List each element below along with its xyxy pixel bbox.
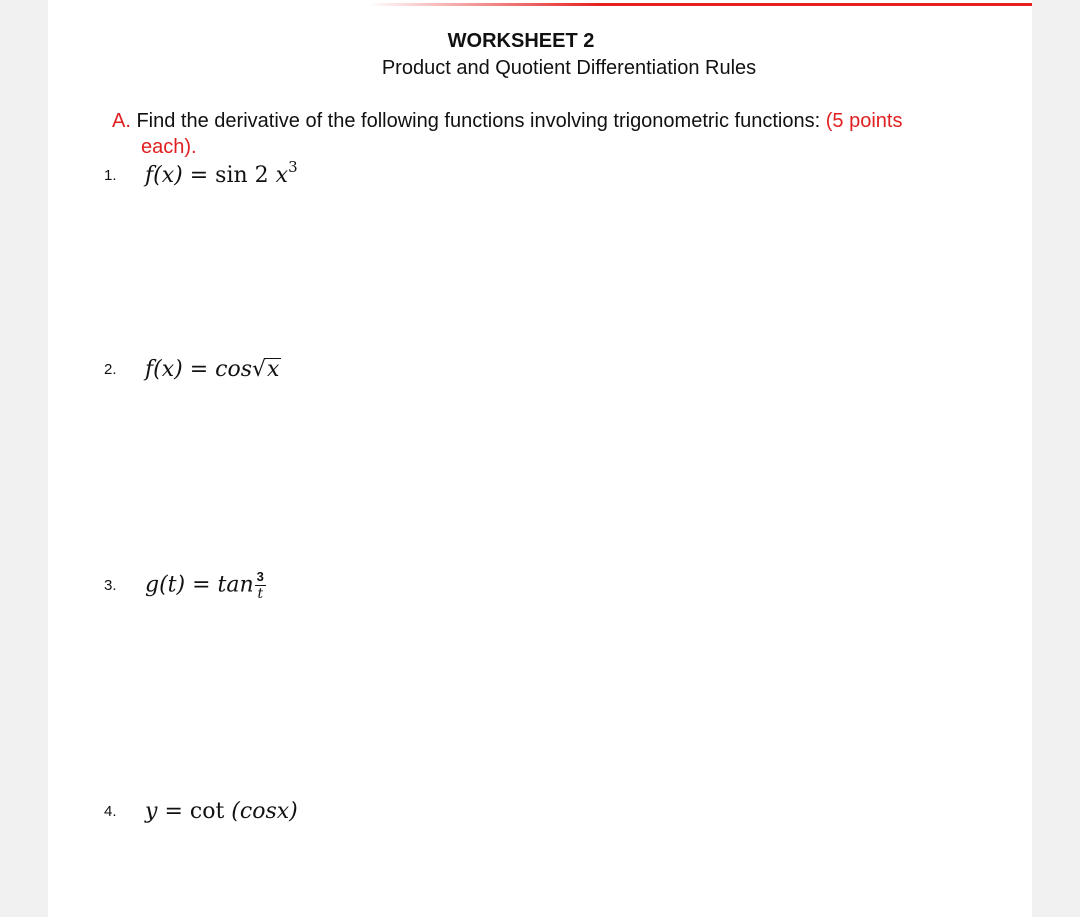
section-label: A. — [112, 110, 131, 132]
fraction-numerator: 3 — [256, 569, 264, 584]
square-root — [252, 357, 281, 382]
exponent: 3 — [288, 157, 298, 176]
fraction-denominator: t — [257, 586, 264, 602]
function-argument: (cosx) — [231, 798, 298, 824]
function-name: cos — [215, 356, 253, 382]
instruction-text: Find the derivative of the following functions involving trigonometric functions: — [136, 110, 821, 132]
equals-sign: = — [164, 798, 183, 824]
instruction-line — [112, 108, 952, 160]
red-header-rule — [368, 3, 1032, 6]
equals-sign: = — [192, 572, 211, 598]
problem-expression — [145, 799, 298, 824]
function-name: cot — [189, 798, 225, 824]
problem-1 — [104, 157, 298, 188]
worksheet-subtitle: Product and Quotient Differentiation Rules — [381, 57, 757, 79]
problem-expression — [145, 570, 266, 601]
function-name: tan — [217, 572, 254, 598]
problem-number: 1. — [104, 166, 117, 184]
worksheet-title: WORKSHEET 2 — [447, 30, 595, 52]
problem-number: 4. — [104, 802, 117, 820]
fraction — [255, 570, 266, 601]
function-lhs: y — [145, 798, 158, 824]
problem-number: 3. — [104, 577, 117, 594]
problem-3 — [104, 570, 266, 601]
equals-sign: = — [189, 356, 209, 382]
variable: x — [275, 162, 289, 188]
radicand: x — [267, 356, 280, 382]
problem-expression — [145, 157, 298, 188]
function-lhs: g(t) — [145, 572, 186, 598]
problem-4 — [104, 798, 298, 824]
points-open: (5 — [825, 110, 844, 132]
problem-2 — [104, 356, 281, 382]
equals-sign: = — [189, 162, 209, 188]
function-lhs: f(x) — [145, 162, 183, 188]
function-lhs: f(x) — [145, 356, 183, 382]
section-a-instruction — [112, 108, 952, 160]
problem-expression — [145, 357, 281, 382]
points-rest: points each). — [141, 110, 903, 158]
problem-number: 2. — [104, 360, 117, 378]
radical-sign: √ — [252, 356, 267, 382]
function-name: sin 2 — [215, 162, 269, 188]
